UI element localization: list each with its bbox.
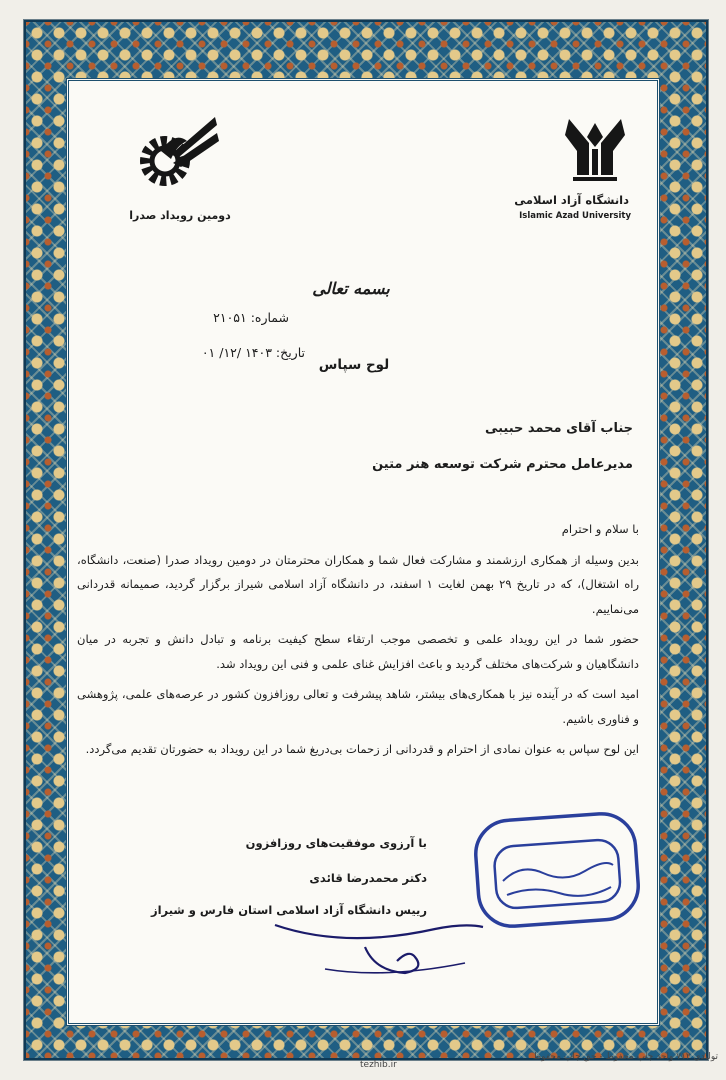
body-paragraph-2: حضور شما در این رویداد علمی و تخصصی موجب ارتقاء سطح کیفیت برنامه و تبادل دانش و تجربه در میان دانشگاهیان و شرکت‌های مختلف گردید و باعث افزایش غنای علمی و فنی این رویداد شد. (77, 632, 639, 671)
letter-date: تاریخ: ۱۴۰۳ /۱۲/ ۰۱ (201, 345, 305, 360)
print-note: تولیدی ۷۱۲ واحد چاپ محفوظ - حق چاپ محفوظ (532, 1052, 718, 1062)
recipient-position: مدیرعامل محترم شرکت توسعه هنر متین (372, 457, 633, 472)
certificate-body (77, 517, 639, 768)
handwritten-signature (265, 913, 495, 983)
basmala: بسمه تعالی (312, 279, 390, 298)
print-code: tezhib.ir (360, 1060, 397, 1070)
signer-title: رییس دانشگاه آزاد اسلامی استان فارس و شیراز (151, 903, 427, 917)
recipient-name: جناب آقای محمد حبیبی (484, 421, 633, 436)
closing-wish: با آرزوی موفقیت‌های روزافزون (245, 836, 427, 850)
islamic-azad-university-logo-icon (555, 113, 635, 191)
body-paragraph-1: بدین وسیله از همکاری ارزشمند و مشارکت فعال شما و همکاران محترمتان در دومین رویداد صدرا (صنعت، دانشگاه، راه اشتغال)، که در تاریخ ۲۹ بهمن لغایت ۱ اسفند، در دانشگاه آزاد اسلامی شیراز برگزار گردید، صمیمانه قدردانی می‌نماییم. (77, 552, 639, 616)
certificate-title: لوح سپاس (318, 357, 390, 373)
sadra-event-gear-logo-icon (131, 111, 221, 197)
university-name-fa: دانشگاه آزاد اسلامی (514, 193, 629, 207)
university-name-en: Islamic Azad University (519, 211, 631, 221)
letter-number: شماره: ۲۱۰۵۱ (213, 310, 289, 325)
certificate-paper (66, 78, 660, 1026)
signer-name: دکتر محمدرضا قائدی (309, 871, 427, 885)
greeting: با سلام و احترام (561, 522, 639, 536)
event-name: دومین رویداد صدرا (129, 209, 231, 222)
body-paragraph-4: این لوح سپاس به عنوان نمادی از احترام و قدردانی از زحمات بی‌دریغ شما در این رویداد به حضورتان تقدیم می‌گردد. (85, 742, 639, 756)
body-paragraph-3: امید است که در آینده نیز با همکاری‌های بیشتر، شاهد پیشرفت و تعالی روزافزون کشور در عرصه‌های علمی، پژوهشی و فناوری باشیم. (77, 687, 639, 726)
university-seal-stamp (473, 811, 641, 929)
